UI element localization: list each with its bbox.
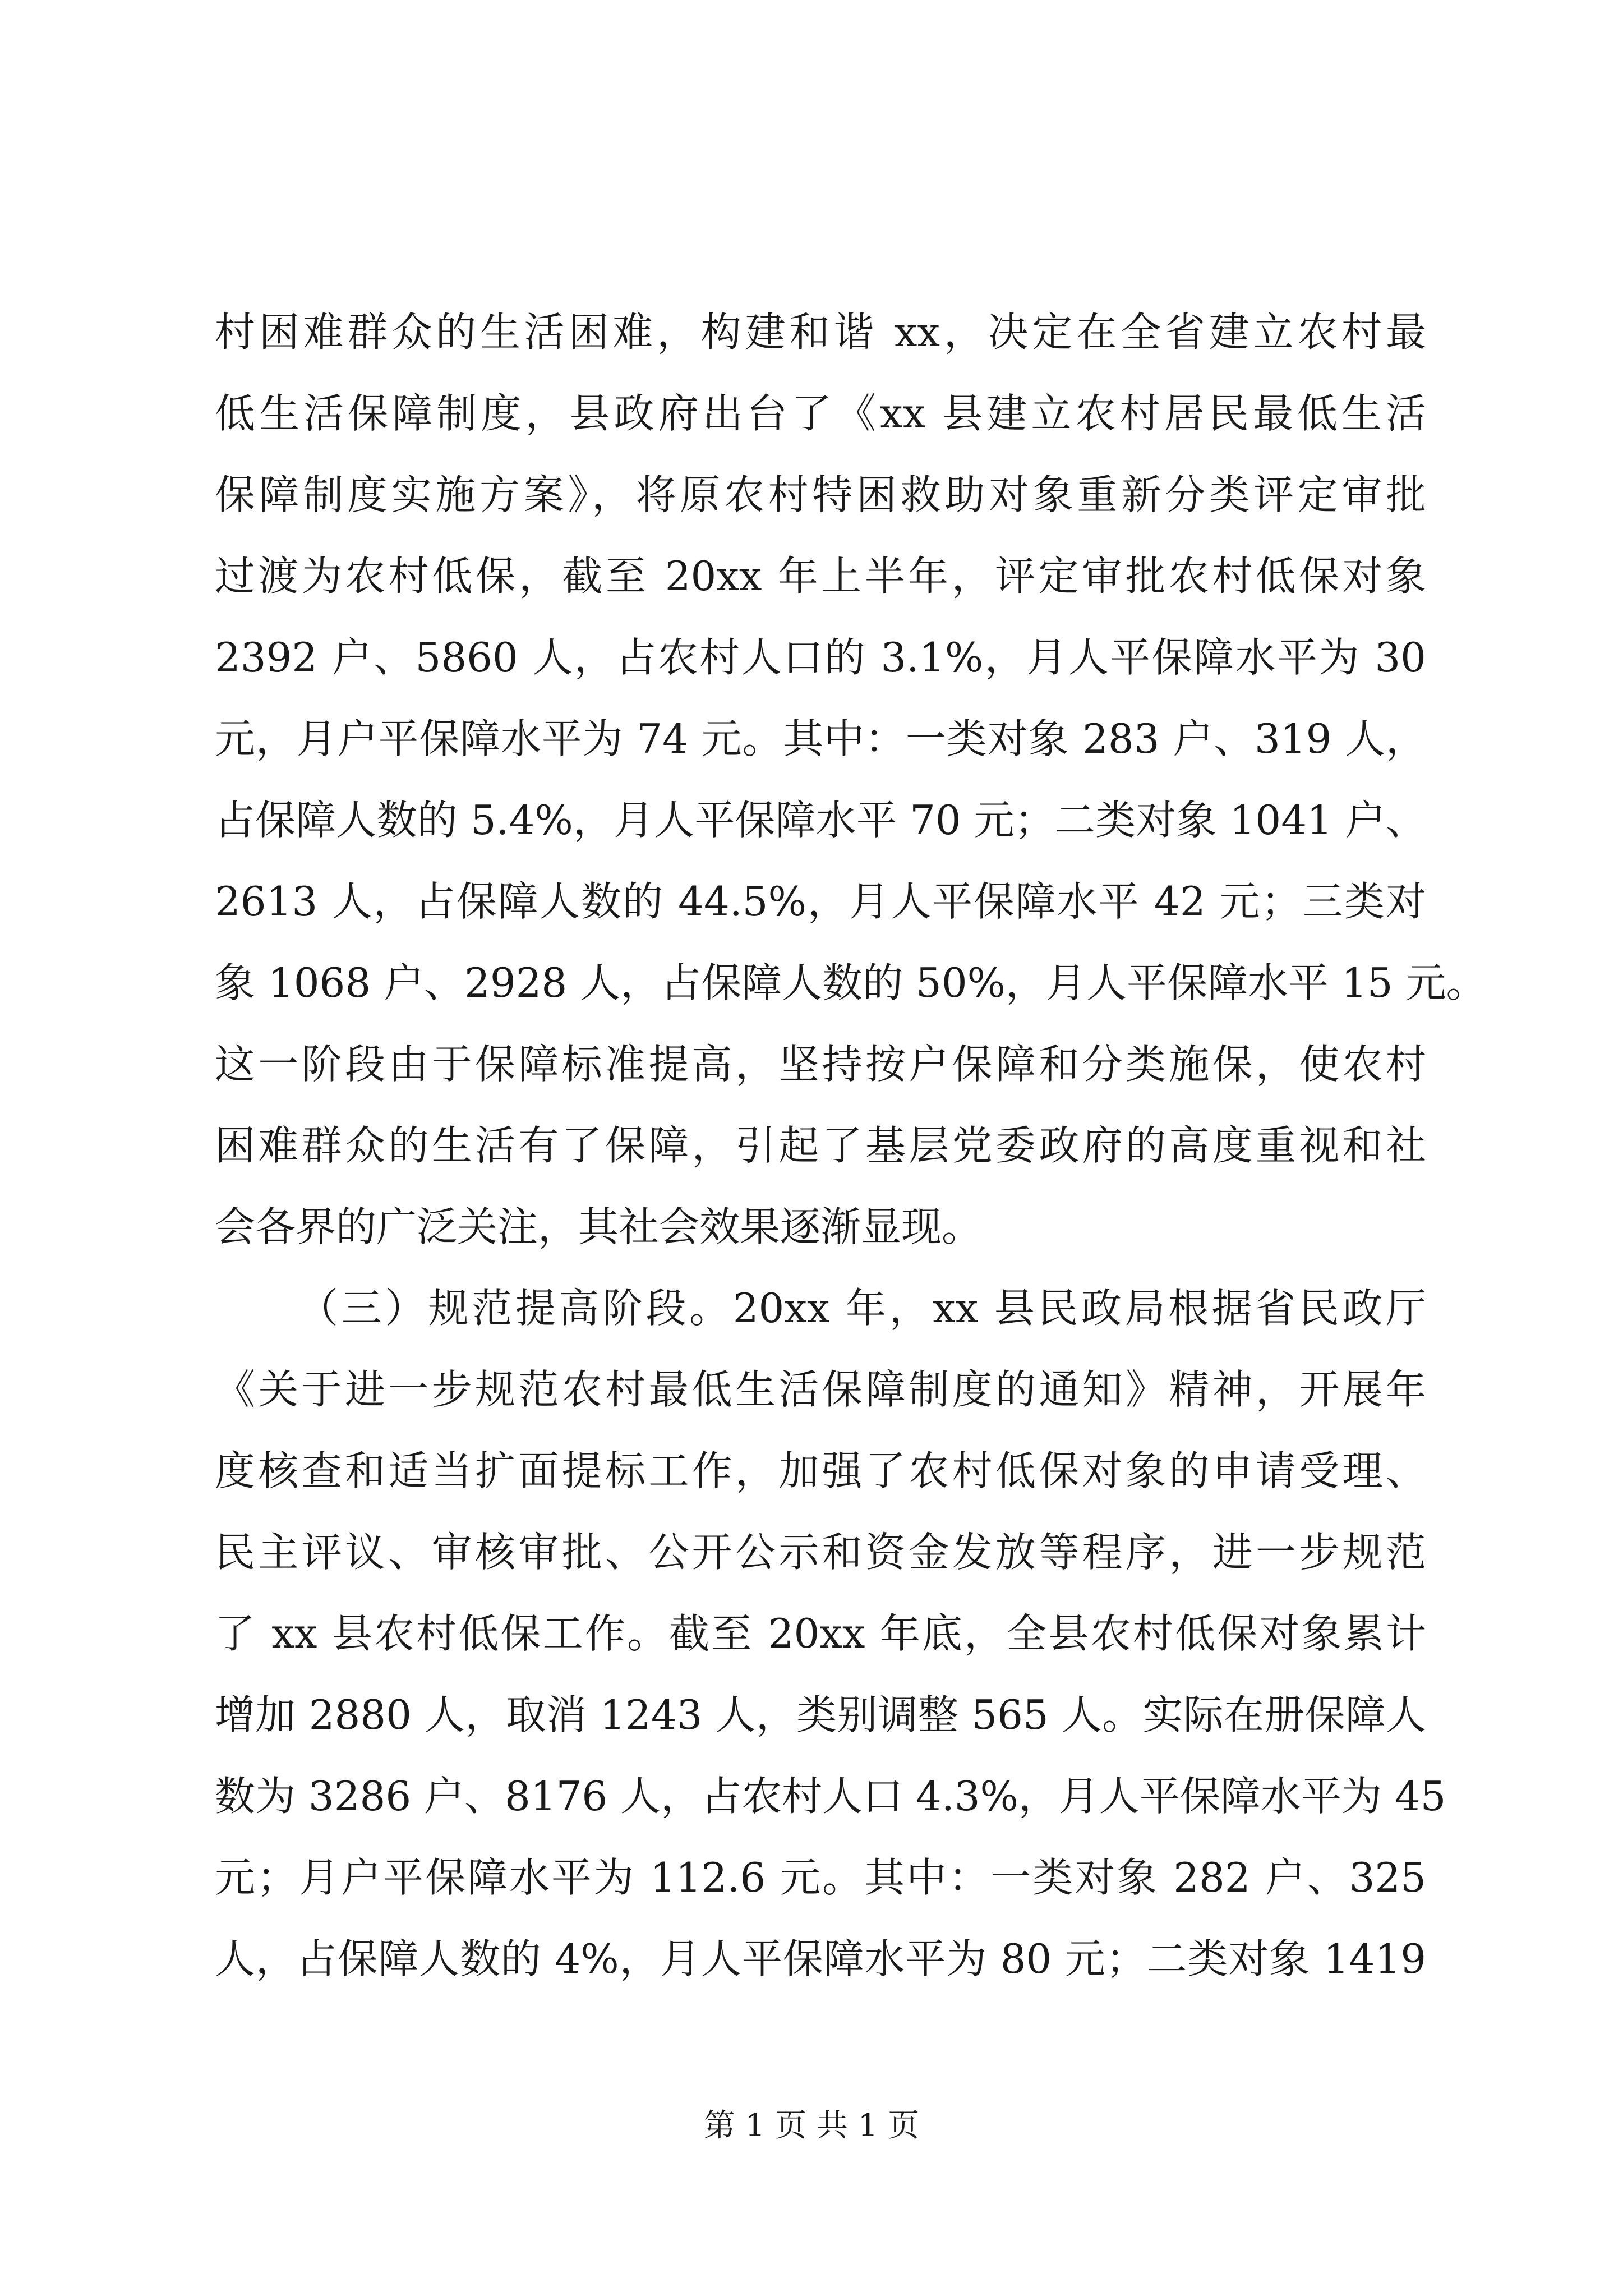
document-body [215,292,1487,2000]
text-line: 过渡为农村低保，截至 20xx 年上半年，评定审批农村低保对象 [215,553,1426,600]
text-line: 元，月户平保障水平为 74 元。其中：一类对象 283 户、319 人， [215,715,1426,762]
text-line: 2392 户、5860 人，占农村人口的 3.1%，月人平保障水平为 30 [215,634,1426,681]
text-line: 民主评议、审核审批、公开公示和资金发放等程序，进一步规范 [215,1529,1426,1576]
text-line: 象 1068 户、2928 人，占保障人数的 50%，月人平保障水平 15 元。 [215,959,1487,1006]
text-line: （三）规范提高阶段。20xx 年，xx 县民政局根据省民政厅 [298,1285,1426,1332]
text-line: 会各界的广泛关注，其社会效果逐渐显现。 [215,1203,983,1250]
text-line: 增加 2880 人，取消 1243 人，类别调整 565 人。实际在册保障人 [215,1691,1426,1738]
text-line: 人，占保障人数的 4%，月人平保障水平为 80 元；二类对象 1419 [215,1935,1426,1982]
text-line: 元；月户平保障水平为 112.6 元。其中：一类对象 282 户、325 [215,1854,1426,1901]
text-line: 占保障人数的 5.4%，月人平保障水平 70 元；二类对象 1041 户、 [215,797,1426,844]
text-line: 2613 人，占保障人数的 44.5%，月人平保障水平 42 元；三类对 [215,878,1426,925]
text-line: 低生活保障制度，县政府出台了《xx 县建立农村居民最低生活 [215,390,1426,437]
text-line: 数为 3286 户、8176 人，占农村人口 4.3%，月人平保障水平为 45 [215,1773,1446,1820]
text-line: 困难群众的生活有了保障，引起了基层党委政府的高度重视和社 [215,1122,1426,1169]
text-line: 这一阶段由于保障标准提高，坚持按户保障和分类施保，使农村 [215,1041,1426,1088]
page-footer: 第 1 页 共 1 页 [703,2108,920,2144]
text-line: 村困难群众的生活困难，构建和谐 xx，决定在全省建立农村最 [215,309,1426,356]
text-line: 保障制度实施方案》，将原农村特困救助对象重新分类评定审批 [215,471,1426,518]
text-line: 度核查和适当扩面提标工作，加强了农村低保对象的申请受理、 [215,1447,1426,1494]
text-line: 《关于进一步规范农村最低生活保障制度的通知》精神，开展年 [215,1366,1426,1413]
text-line: 了 xx 县农村低保工作。截至 20xx 年底，全县农村低保对象累计 [215,1610,1426,1657]
